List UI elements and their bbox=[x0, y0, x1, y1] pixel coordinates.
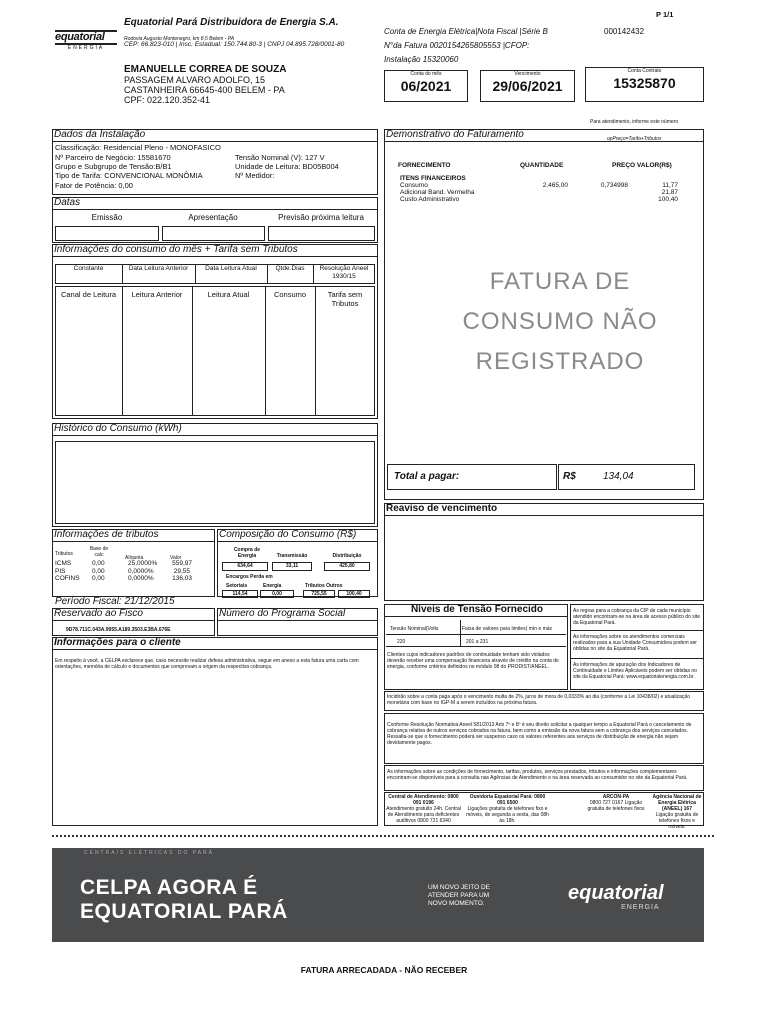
banner-logo-sub: ENERGIA bbox=[621, 904, 660, 911]
watermark-line3: REGISTRADO bbox=[475, 348, 645, 375]
billing-item-consumo: Consumo bbox=[400, 182, 428, 189]
billing-item-consumo-price: 0,734998 bbox=[600, 182, 628, 189]
notice-2: Conforme Resolução Normativa Aneel 581/2013 Arts 7º e 8º é seu direito solicitar a qualquer tempo a Equatorial Pará o cancelamento de cobrança relativa de outros serviços cobrados na fatura, bem como a emissão da nova fatura sem a cobrança dos serviços cancelados. Ressalta-se que o fornecimento poderá ser suspenso caso os valores referentes aos serviços de distribuição de energia não sejam devidamente pagos. bbox=[387, 722, 692, 746]
total-value: 134,04 bbox=[603, 471, 634, 482]
header-tarifa: Tarifa sem Tributos bbox=[327, 290, 363, 308]
contract-label: Conta Contrato bbox=[627, 68, 662, 74]
comp-compra: 634,64 bbox=[222, 562, 268, 571]
dates-previsao-label: Previsão próxima leitura bbox=[278, 213, 364, 222]
side-note-1: As regras para a cobrança da CIP de cada município atendido encontram-se na área de acesso público do site da Equatorial Pará. bbox=[573, 608, 701, 626]
dates-emissao-label: Emissão bbox=[91, 213, 123, 222]
billing-item-bandeira-value: 21,87 bbox=[661, 189, 678, 196]
total-label: Total a pagar: bbox=[394, 471, 460, 482]
banner bbox=[52, 848, 704, 942]
watermark-line1: FATURA DE bbox=[489, 268, 631, 295]
tax-row-pis-aliq: 0,0000% bbox=[128, 568, 154, 575]
month-label: Conta do mês bbox=[410, 71, 442, 77]
contact-aneel-title: Agência Nacional de Energia Elétrica (ANEEL) 167 bbox=[652, 794, 702, 812]
header-resolucao: Resolução Aneel 1930/15 bbox=[319, 265, 369, 280]
invoice-number: 000142432 bbox=[604, 27, 645, 36]
comp-encargos-label: Encargos Perda em bbox=[226, 574, 273, 580]
header-leitura-atual: Leitura Atual bbox=[207, 290, 250, 299]
watermark-line2: CONSUMO NÃO bbox=[462, 308, 658, 335]
billing-item-consumo-qty: 2.465,00 bbox=[542, 182, 568, 189]
reaviso-title: Reaviso de vencimento bbox=[384, 503, 704, 516]
tax-row-cofins-base: 0,00 bbox=[92, 575, 105, 582]
installation-tarifa: Tipo de Tarifa: CONVENCIONAL MONÔMIA bbox=[55, 171, 203, 180]
billing-item-bandeira: Adicional Band. Vermelha bbox=[400, 189, 475, 196]
taxes-col-aliq: Alíquota bbox=[125, 555, 144, 561]
banner-logo-text: equatorial bbox=[568, 882, 664, 904]
consumption-title: Informações do consumo do mês + Tarifa sem Tributos bbox=[52, 244, 378, 257]
comp-compra-label: Compra de Energia bbox=[233, 547, 261, 559]
due-box bbox=[480, 70, 575, 102]
billing-item-consumo-value: 11,77 bbox=[662, 182, 678, 189]
comp-transmissao: 33,11 bbox=[272, 562, 312, 571]
invoice-line2: N°da Fatura 0020154265805553 |CFOP: bbox=[384, 41, 530, 50]
comp-distribuicao: 425,80 bbox=[324, 562, 370, 571]
installation-unidade: Unidade de Leitura: BD05B004 bbox=[235, 162, 339, 171]
client-info-text: Em respeito à você, a CELPA esclarece que, caso necessite realizar defesa administrativa, segue em anexo a esta fatura uma carta com orientações, memória de cálculo e documentos que comprovam a origem da respectiva cobrança. bbox=[55, 658, 359, 670]
client-info-title: Informações para o cliente bbox=[52, 637, 378, 650]
contract-value: 15325870 bbox=[613, 75, 676, 91]
footer-text: FATURA ARRECADADA - NÃO RECEBER bbox=[300, 965, 468, 975]
contact-central bbox=[386, 794, 461, 824]
customer-cpf: CPF: 022.120.352-41 bbox=[124, 95, 211, 105]
notice-1: Incidirão sobre a conta paga após o vencimento multa de 2%, juros de mora de 0,0333% ao dia (conforme a Lei 10438/02) e atualização monetária com base no IGP-M a serem incluídos na próxima fatura. bbox=[387, 694, 690, 706]
history-chart-area bbox=[55, 441, 375, 524]
comp-energia-label: Energia bbox=[263, 583, 282, 589]
contact-aneel-lines: Ligação gratuita de telefones fixos e móveis. bbox=[655, 812, 699, 830]
contact-arcon-lines: 0800 727 0167 Ligação gratuita de telefones fixos bbox=[587, 800, 645, 812]
contact-arcon bbox=[585, 794, 647, 812]
contact-central-title: Central de Atendimento: 0800 091 0196 bbox=[388, 794, 459, 806]
watermark bbox=[430, 262, 690, 382]
comp-setoriais: 114,54 bbox=[222, 590, 258, 598]
comp-tributos: 725,55 bbox=[303, 590, 335, 598]
banner-tag: CENTRAIS ELÉTRICAS DO PARÁ bbox=[84, 850, 214, 856]
reaviso-box bbox=[384, 503, 704, 601]
billing-subtitle: opPreço=Tarifa+Tributos bbox=[607, 136, 662, 142]
contact-central-lines: Atendimento gratuito 24h. Central de Atendimento para deficientes auditivos 0800 721 6340 bbox=[386, 806, 461, 824]
billing-item-custo: Custo Administrativo bbox=[400, 196, 460, 203]
installation-grupo: Grupo e Subgrupo de Tensão:B/B1 bbox=[55, 162, 172, 171]
tax-row-pis-name: PIS bbox=[55, 568, 66, 575]
tension-title: Níveis de Tensão Fornecido bbox=[384, 604, 568, 617]
billing-itens-title: ITENS FINANCEIROS bbox=[400, 175, 466, 182]
tension-col2: Faixa de valores para limites( mín e máx bbox=[462, 626, 553, 632]
contact-ouvidoria-lines: Ligações gratuita de telefones fixo e móveis, de segunda a sexta, das 08h às 18h. bbox=[466, 806, 549, 824]
cut-line bbox=[52, 835, 714, 837]
taxes-title: Informações de tributos bbox=[52, 529, 215, 542]
billing-title: Demonstrativo do Faturamento bbox=[384, 129, 704, 142]
month-value: 06/2021 bbox=[400, 78, 452, 94]
billing-col-preco: PREÇO VALOR(R$) bbox=[612, 162, 672, 169]
total-value-box bbox=[558, 464, 695, 490]
taxes-col-tributos: Tributos bbox=[55, 551, 73, 557]
side-note-3: As informações de apuração dos Indicadores de Continuidade e Limites Aplicáveis podem ser obtidas no site da Equatorial Pará: www.equatorialenergia.com.br. bbox=[573, 662, 697, 680]
tax-row-icms-aliq: 25,0000% bbox=[128, 560, 158, 567]
company-address: Rodovia Augusto Montenegro, km 8,5 Belem - PA bbox=[124, 36, 235, 42]
header-constante: Constante bbox=[73, 265, 104, 272]
history-title: Histórico do Consumo (kWh) bbox=[52, 423, 378, 436]
tax-row-pis-base: 0,00 bbox=[92, 568, 105, 575]
tax-row-cofins-valor: 136,03 bbox=[172, 575, 192, 582]
billing-col-fornecimento: FORNECIMENTO bbox=[398, 162, 451, 169]
header-data-anterior: Data Leitura Anterior bbox=[128, 265, 189, 272]
comp-distribuicao-label: Distribuição bbox=[332, 553, 362, 559]
contact-ouvidoria bbox=[465, 794, 550, 824]
page-number: P 1/1 bbox=[656, 10, 674, 19]
invoice-line3: Instalação 15320060 bbox=[384, 55, 459, 64]
customer-name: EMANUELLE CORREA DE SOUZA bbox=[124, 64, 287, 75]
tax-row-icms-valor: 559,97 bbox=[172, 560, 192, 567]
comp-energia: 0,00 bbox=[260, 590, 294, 598]
dates-previsao-value bbox=[268, 226, 375, 241]
header-data-atual: Data Leitura Atual bbox=[205, 265, 257, 272]
side-note-2: As informações sobre os atendimentos comerciais realizados para a sua Unidade Consumidora podem ser obtidas no site da Equatorial Pará. bbox=[573, 634, 697, 652]
customer-addr1: PASSAGEM ALVARO ADOLFO, 15 bbox=[124, 75, 266, 85]
installation-medidor: Nº Medidor: bbox=[235, 171, 275, 180]
tension-v1: 220 bbox=[397, 639, 406, 645]
installation-title: Dados da Instalação bbox=[52, 129, 378, 142]
total-currency: R$ bbox=[563, 471, 576, 482]
billing-col-quantidade: QUANTIDADE bbox=[520, 162, 564, 169]
programa-title: Número do Programa Social bbox=[217, 608, 378, 621]
fisco-code: 9D78.711C.043A.9955.A189.3503.E3BA.676E bbox=[66, 627, 171, 633]
installation-tensao: Tensão Nominal (V): 127 V bbox=[235, 153, 325, 162]
tension-v2: 201 a 231 bbox=[466, 639, 489, 645]
dates-apresentacao-value bbox=[162, 226, 265, 241]
dates-title: Datas bbox=[52, 197, 378, 210]
tax-row-icms-name: ICMS bbox=[55, 560, 72, 567]
tax-row-cofins-name: COFINS bbox=[55, 575, 80, 582]
banner-line1: CELPA AGORA É bbox=[80, 876, 258, 899]
dates-apresentacao-label: Apresentação bbox=[188, 213, 238, 222]
installation-parceiro: Nº Parceiro de Negócio: 15581670 bbox=[55, 153, 171, 162]
company-name: Equatorial Pará Distribuidora de Energia S.A. bbox=[124, 17, 339, 28]
comp-tributos-label: Tributos Outros bbox=[305, 583, 343, 589]
dates-emissao-value bbox=[55, 226, 159, 241]
contact-aneel bbox=[652, 794, 702, 830]
logo-text: equatorial bbox=[55, 30, 117, 45]
due-value: 29/06/2021 bbox=[492, 78, 563, 94]
banner-middle: UM NOVO JEITO DE ATENDER PARA UM NOVO MOMENTO. bbox=[428, 884, 490, 907]
contact-arcon-title: ARCON-PA bbox=[602, 794, 630, 800]
banner-logo bbox=[568, 882, 664, 911]
fisco-title: Reservado ao Fisco bbox=[52, 608, 215, 621]
month-box bbox=[384, 70, 468, 102]
installation-classificacao: Classificação: Residencial Pleno - MONOFASICO bbox=[55, 143, 221, 152]
billing-item-custo-value: 100,40 bbox=[658, 196, 678, 203]
composition-title: Composição do Consumo (R$) bbox=[217, 529, 378, 542]
contract-box bbox=[585, 67, 704, 102]
tax-row-cofins-aliq: 0,0000% bbox=[128, 575, 154, 582]
tax-row-icms-base: 0,00 bbox=[92, 560, 105, 567]
header-consumo: Consumo bbox=[273, 290, 307, 299]
taxes-col-valor: Valor bbox=[170, 555, 182, 561]
total-label-box bbox=[387, 464, 557, 490]
comp-outros: 100,40 bbox=[338, 590, 370, 598]
installation-fator: Fator de Potência: 0,00 bbox=[55, 181, 133, 190]
tension-col1: Tensão Nominal(Volts bbox=[390, 626, 439, 632]
due-label: Vencimento bbox=[514, 71, 541, 77]
contact-ouvidoria-title: Ouvidoria Equatorial Pará: 0800 091 6500 bbox=[469, 794, 546, 806]
header-qtde-dias: Qtde.Dias bbox=[275, 265, 305, 272]
support-note: Para atendimento, informe este número bbox=[590, 119, 679, 125]
customer-addr2: CASTANHEIRA 66645-400 BELEM - PA bbox=[124, 85, 285, 95]
comp-transmissao-label: Transmissão bbox=[276, 553, 308, 559]
header-canal: Canal de Leitura bbox=[60, 290, 117, 299]
fiscal-period: Período Fiscal: 21/12/2015 bbox=[55, 596, 175, 607]
banner-line2: EQUATORIAL PARÁ bbox=[80, 900, 288, 923]
company-cep: CEP: 66.823-010 | Insc. Estadual: 150.744.80-3 | CNPJ 04.895.728/0001-80 bbox=[124, 41, 345, 48]
tax-row-pis-valor: 29,55 bbox=[173, 568, 190, 575]
logo-subtext: ENERGIA bbox=[67, 45, 105, 51]
comp-setoriais-label: Setoriais bbox=[226, 583, 248, 589]
header-leitura-anterior: Leitura Anterior bbox=[131, 290, 183, 299]
tension-text: Clientes cujos indicadores padrões de continuidade tenham sido violados deverão receber uma compensação financeira através de crédito na conta de energia, conforme critérios definidos no módulo 08 do PRODIST/ANEEL. bbox=[387, 652, 559, 670]
notice-3: As informações sobre as condições de fornecimento, tarifas, produtos, serviços prestados, tributos e informações complementares encontram-se disponíveis para a consulta nas Agências de Atendimento e na área reservada ao consumidor no site da Equatorial Pará. bbox=[387, 769, 688, 781]
company-logo bbox=[55, 30, 117, 51]
taxes-col-base: Base de calc bbox=[89, 546, 109, 558]
invoice-line1: Conta de Energia Elétrica|Nota Fiscal |Série B bbox=[384, 27, 548, 36]
